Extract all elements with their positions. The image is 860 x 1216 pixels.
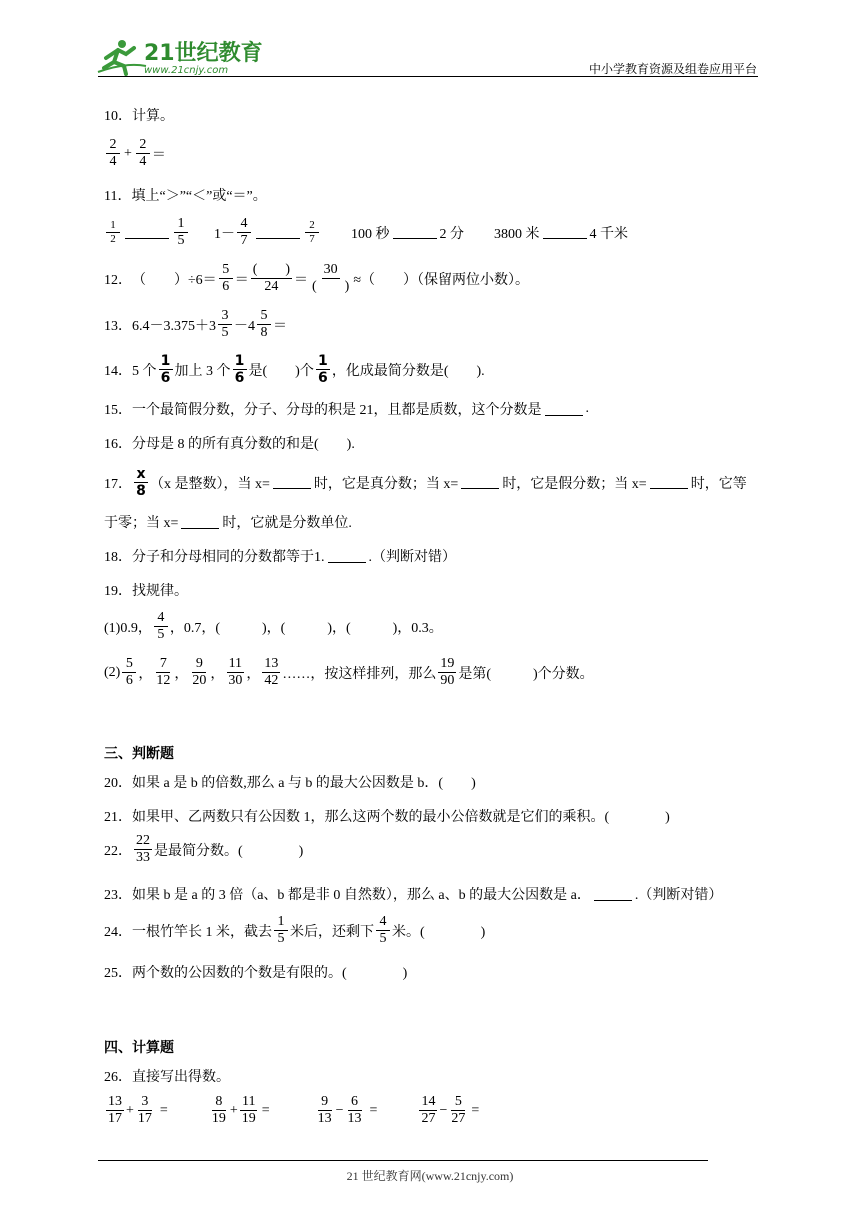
fraction: $\frac{2}{4}$ bbox=[106, 137, 120, 170]
question-18: 18．分子和分母相同的分数都等于1. .（判断对错） bbox=[104, 550, 456, 565]
question-10-expression: $\frac{2}{4}$ + $\frac{2}{4}$ ＝ bbox=[104, 137, 166, 170]
fraction: $\frac{2}{7}$ bbox=[305, 219, 319, 246]
footer-divider bbox=[98, 1160, 708, 1161]
fraction: $\frac{11}{19}$ bbox=[241, 1094, 256, 1126]
question-15: 15．一个最简假分数，分子、分母的积是 21，且都是质数，这个分数是 . bbox=[104, 401, 589, 418]
fraction: $\frac{1}{5}$ bbox=[274, 914, 288, 947]
question-12: 12． （ ）÷6＝ $\frac{5}{6}$ ＝ $\frac{( )}{24}$ ＝ $\frac{30}{( )}$ ≈（ ）（保留两位小数）。 bbox=[104, 262, 530, 294]
fraction: $\frac{30}{( )}$ bbox=[312, 262, 350, 294]
fraction: $\frac{4}{5}$ bbox=[154, 610, 168, 643]
answer-blank[interactable] bbox=[594, 888, 632, 901]
logo-url: www.21cnjy.com bbox=[144, 65, 229, 76]
question-17-line2: 于零；当 x= 时，它就是分数单位. bbox=[104, 516, 352, 531]
question-16: 16．分母是 8 的所有真分数的和是( ). bbox=[104, 437, 355, 452]
header-tagline: 中小学教育资源及组卷应用平台 bbox=[588, 62, 757, 76]
fraction: $\frac{9}{20}$ bbox=[192, 656, 207, 688]
fraction: $\frac{5}{6}$ bbox=[122, 656, 136, 689]
question-10-label: 10．计算。 bbox=[104, 109, 174, 124]
answer-blank[interactable] bbox=[650, 476, 688, 489]
fraction: $\frac{4}{5}$ bbox=[376, 914, 390, 947]
fraction: $\frac{3}{5}$ bbox=[218, 308, 232, 341]
answer-blank[interactable] bbox=[328, 550, 366, 563]
question-19-label: 19．找规律。 bbox=[104, 584, 188, 599]
runner-icon bbox=[98, 40, 146, 74]
question-25: 25．两个数的公因数的个数是有限的。( ) bbox=[104, 966, 408, 981]
fraction: $\frac{4}{7}$ bbox=[237, 216, 251, 249]
question-13: 13． 6.4－3.375＋3 $\frac{3}{5}$ －4 $\frac{5}{8}$ ＝ bbox=[104, 308, 287, 340]
question-11-items: $\frac{1}{2}$ $\frac{1}{5}$ 1－ $\frac{4}{7}$ $\frac{2}{7}$ 100 秒 2 分 3800 米 4 千米 bbox=[104, 216, 628, 249]
answer-blank[interactable] bbox=[393, 226, 437, 239]
answer-blank[interactable] bbox=[125, 226, 169, 239]
fraction: $\frac{11}{30}$ bbox=[228, 656, 243, 688]
question-26-label: 26．直接写出得数。 bbox=[104, 1070, 230, 1085]
question-19-part1: (1)0.9， $\frac{4}{5}$ ，0.7，( )，( )，( )，0.3。 bbox=[104, 610, 443, 642]
fraction: $\frac{1}{6}$ bbox=[316, 353, 330, 386]
fraction: $\frac{5}{8}$ bbox=[257, 308, 271, 341]
question-26-items: $\frac{13}{17}$ + $\frac{3}{17}$ = $\frac{8}{19}$ + $\frac{11}{19}$ = $\frac{9}{13}$ − $\frac{6}{13}$ = $\frac{14}{27}$ − $\frac{5}{27}$ = bbox=[108, 1094, 480, 1126]
question-22: 22． $\frac{22}{33}$ 是最简分数。( ) bbox=[104, 833, 304, 865]
question-19-part2: (2) $\frac{5}{6}$ ， $\frac{7}{12}$ ， $\frac{9}{20}$ ， $\frac{11}{30}$ ， $\frac{13}{42}$ ……，按这样排列，那么 $\frac{19}{90}$ 是第( )个分数。 bbox=[104, 656, 594, 688]
question-17-line1: 17． $\frac{x}{8}$ （x 是整数），当 x= 时，它是真分数；当 x= 时，它是假分数；当 x= 时，它等 bbox=[104, 466, 747, 499]
fraction: $\frac{x}{8}$ bbox=[134, 466, 148, 499]
fraction: $\frac{13}{42}$ bbox=[264, 656, 279, 688]
fraction: $\frac{19}{90}$ bbox=[440, 656, 455, 688]
question-11-label: 11．填上“＞”“＜”或“＝”。 bbox=[104, 189, 267, 204]
fraction: $\frac{5}{27}$ bbox=[451, 1094, 466, 1126]
question-20: 20．如果 a 是 b 的倍数,那么 a 与 b 的最大公因数是 b．( ) bbox=[104, 776, 476, 791]
fraction: $\frac{( )}{24}$ bbox=[252, 262, 291, 294]
answer-blank[interactable] bbox=[543, 226, 587, 239]
fraction: $\frac{13}{17}$ bbox=[108, 1094, 122, 1126]
question-24: 24．一根竹竿长 1 米，截去 $\frac{1}{5}$ 米后，还剩下 $\frac{4}{5}$ 米。( ) bbox=[104, 914, 486, 946]
header-divider bbox=[98, 76, 758, 77]
answer-blank[interactable] bbox=[256, 226, 300, 239]
section-title-calculation: 四、计算题 bbox=[104, 1040, 174, 1056]
fraction: $\frac{1}{2}$ bbox=[106, 219, 120, 246]
fraction: $\frac{3}{17}$ bbox=[137, 1094, 152, 1126]
fraction: $\frac{1}{6}$ bbox=[159, 353, 173, 386]
question-14: 14．5 个 $\frac{1}{6}$ 加上 3 个 $\frac{1}{6}$ 是( )个 $\frac{1}{6}$ ，化成最简分数是( ). bbox=[104, 353, 485, 386]
fraction: $\frac{5}{6}$ bbox=[219, 262, 233, 295]
fraction: $\frac{22}{33}$ bbox=[136, 833, 150, 865]
fraction: $\frac{2}{4}$ bbox=[136, 137, 150, 170]
answer-blank[interactable] bbox=[181, 516, 219, 529]
footer-text: 21 世纪教育网(www.21cnjy.com) bbox=[346, 1169, 514, 1183]
logo bbox=[96, 36, 266, 78]
answer-blank[interactable] bbox=[461, 476, 499, 489]
question-23: 23．如果 b 是 a 的 3 倍（a、b 都是非 0 自然数），那么 a、b 的最大公因数是 a． .（判断对错） bbox=[104, 888, 723, 903]
fraction: $\frac{1}{6}$ bbox=[233, 353, 247, 386]
fraction: $\frac{8}{19}$ bbox=[211, 1094, 226, 1126]
fraction: $\frac{1}{5}$ bbox=[174, 216, 188, 249]
fraction: $\frac{6}{13}$ bbox=[347, 1094, 362, 1126]
question-21: 21．如果甲、乙两数只有公因数 1，那么这两个数的最小公倍数就是它们的乘积。( ) bbox=[104, 810, 670, 825]
fraction: $\frac{7}{12}$ bbox=[156, 656, 171, 688]
fraction: $\frac{14}{27}$ bbox=[421, 1094, 436, 1126]
answer-blank[interactable] bbox=[545, 403, 583, 416]
logo-text: 21世纪教育 bbox=[144, 41, 263, 66]
section-title-judgement: 三、判断题 bbox=[104, 746, 174, 762]
fraction: $\frac{9}{13}$ bbox=[317, 1094, 332, 1126]
answer-blank[interactable] bbox=[273, 476, 311, 489]
